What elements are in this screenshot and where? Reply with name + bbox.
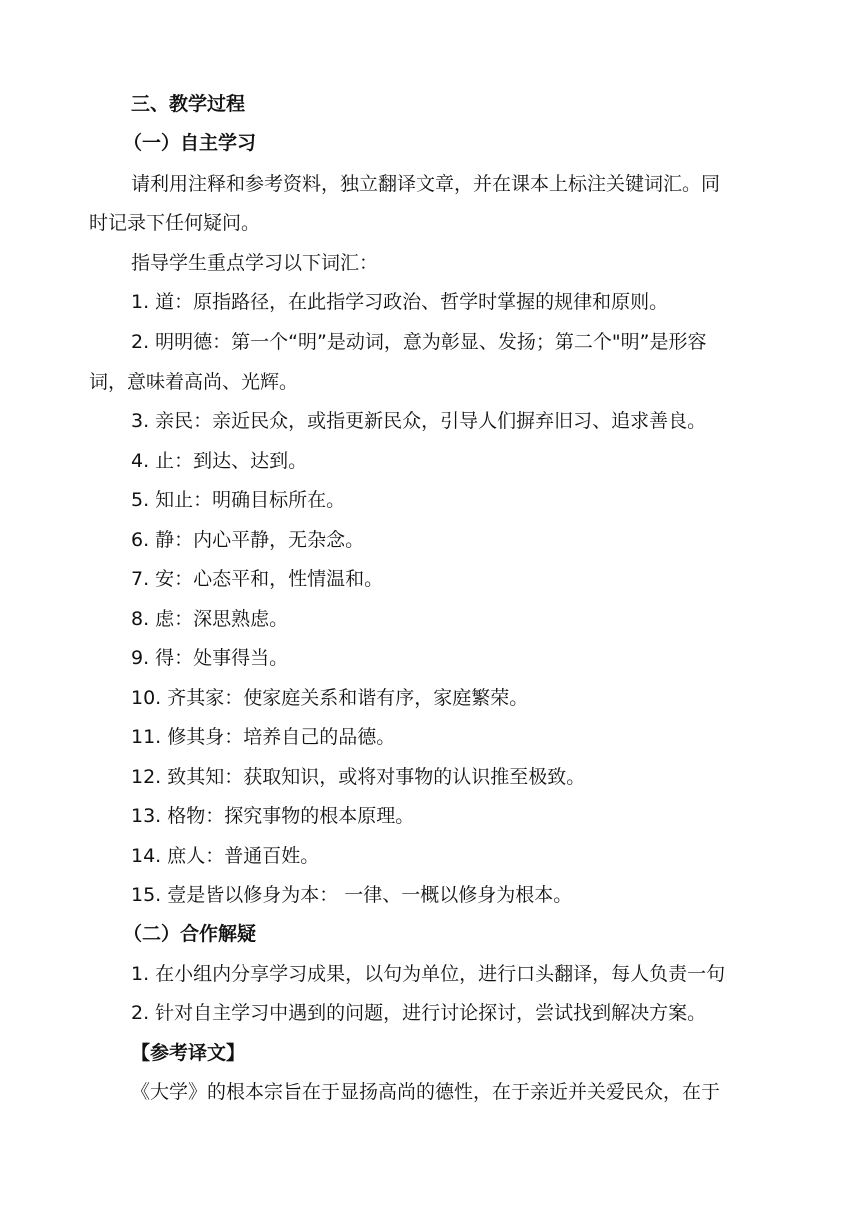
intro-paragraph-line: 请利用注释和参考资料，独立翻译文章，并在课本上标注关键词汇。同 (131, 173, 721, 195)
reference-translation-line: 《大学》的根本宗旨在于显扬高尚的德性，在于亲近并关爱民众，在于 (131, 1081, 721, 1103)
cooperative-item: 2. 针对自主学习中遇到的问题，进行讨论探讨，尝试找到解决方案。 (131, 1002, 707, 1024)
subsection-title-self-study: （一）自主学习 (123, 132, 257, 154)
vocab-item: 5. 知止：明确目标所在。 (131, 489, 346, 511)
intro-paragraph-line: 时记录下任何疑问。 (89, 212, 261, 234)
vocab-item-continued: 词，意味着高尚、光辉。 (89, 371, 299, 393)
vocab-item: 10. 齐其家：使家庭关系和谐有序，家庭繁荣。 (131, 687, 529, 709)
vocab-item: 15. 壹是皆以修身为本： 一律、一概以修身为根本。 (131, 884, 573, 906)
vocab-item: 12. 致其知：获取知识，或将对事物的认识推至极致。 (131, 766, 586, 788)
vocab-item: 6. 静：内心平静，无杂念。 (131, 529, 365, 551)
cooperative-item: 1. 在小组内分享学习成果，以句为单位，进行口头翻译，每人负责一句 (131, 963, 726, 985)
vocab-item: 13. 格物：探究事物的根本原理。 (131, 805, 415, 827)
subsection-title-cooperative: （二）合作解疑 (123, 923, 257, 945)
vocab-item: 9. 得：处事得当。 (131, 647, 289, 669)
vocab-item: 11. 修其身：培养自己的品德。 (131, 726, 396, 748)
vocab-item: 2. 明明德：第一个“明”是动词，意为彰显、发扬；第二个"明”是形容 (131, 331, 707, 353)
vocab-item: 4. 止：到达、达到。 (131, 450, 308, 472)
vocab-item: 14. 庶人：普通百姓。 (131, 845, 320, 867)
section-title: 三、教学过程 (131, 93, 246, 115)
reference-translation-title: 【参考译文】 (131, 1042, 246, 1064)
vocab-item: 1. 道：原指路径，在此指学习政治、哲学时掌握的规律和原则。 (131, 291, 669, 313)
vocab-item: 3. 亲民：亲近民众，或指更新民众，引导人们摒弃旧习、追求善良。 (131, 410, 707, 432)
vocab-item: 7. 安：心态平和，性情温和。 (131, 568, 384, 590)
vocab-item: 8. 虑：深思熟虑。 (131, 608, 289, 630)
vocab-lead: 指导学生重点学习以下词汇： (131, 252, 379, 274)
